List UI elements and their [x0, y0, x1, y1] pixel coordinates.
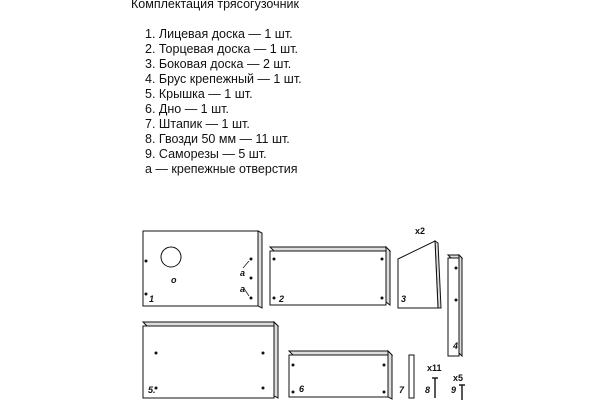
part-5-label: 5. — [148, 385, 156, 395]
hole-label: o — [171, 275, 177, 285]
part-1-front-board — [143, 231, 262, 308]
part-3-side-board — [398, 226, 441, 308]
quantity-x11-label: x11 — [427, 363, 442, 373]
part-1-label: 1 — [149, 294, 155, 304]
parts-list-item: 1. Лицевая доска — 1 шт. — [145, 27, 293, 41]
part-4-mounting-bar — [448, 255, 462, 356]
part-4-label: 4 — [453, 341, 459, 351]
parts-list-item: 6. Дно — 1 шт. — [145, 102, 229, 116]
part-3-label: 3 — [401, 294, 407, 304]
mounting-hole-label: a — [240, 268, 246, 278]
part-2-label: 2 — [279, 294, 285, 304]
part-5-lid — [143, 322, 278, 398]
parts-list-item: 5. Крышка — 1 шт. — [145, 87, 253, 101]
page-title: Комплектация трясогузочник — [131, 0, 299, 11]
parts-list-item: 4. Брус крепежный — 1 шт. — [145, 72, 302, 86]
part-8-label: 8 — [425, 385, 431, 395]
parts-list-item: 7. Штапик — 1 шт. — [145, 117, 250, 131]
part-7-batten — [399, 355, 414, 398]
quantity-x5-label: x5 — [453, 373, 464, 383]
quantity-x2-label: x2 — [415, 226, 426, 236]
part-9-screws — [451, 373, 465, 400]
parts-list-item: 2. Торцевая доска — 1 шт. — [145, 42, 299, 56]
parts-list-item: 9. Саморезы — 5 шт. — [145, 147, 267, 161]
part-6-label: 6 — [299, 384, 305, 394]
parts-list-item: 8. Гвозди 50 мм — 11 шт. — [145, 132, 290, 146]
part-9-label: 9 — [451, 385, 457, 395]
parts-list-item: 3. Боковая доска — 2 шт. — [145, 57, 292, 71]
parts-list-item: а — крепежные отверстия — [145, 162, 298, 176]
part-7-label: 7 — [399, 385, 405, 395]
part-6-bottom — [289, 351, 392, 399]
part-8-nails — [425, 363, 442, 398]
mounting-hole-label: a — [240, 284, 246, 294]
entrance-hole — [161, 247, 181, 267]
part-2-end-board — [270, 247, 390, 305]
